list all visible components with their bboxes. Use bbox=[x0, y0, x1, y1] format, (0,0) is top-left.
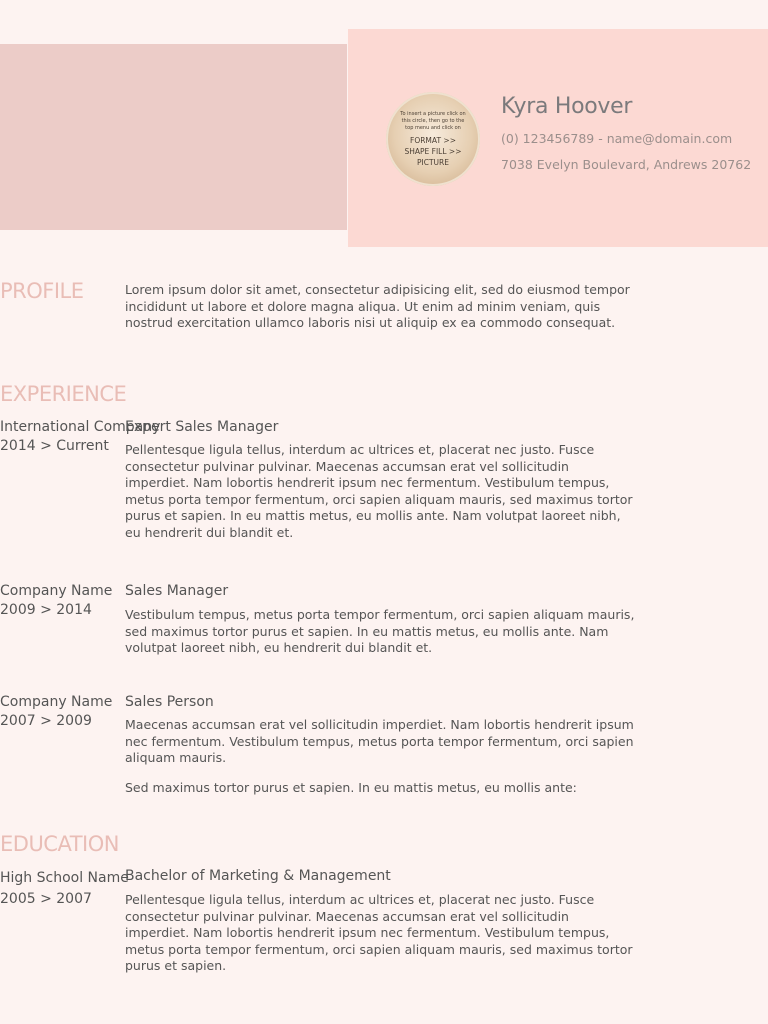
job-role: Expert Sales Manager bbox=[125, 419, 279, 435]
job-description: Vestibulum tempus, metus porta tempor fermentum, orci sapien aliquam mauris, sed maximus tortor purus et sapien. In eu mattis metus, eu mollis ante. Nam volutpat laoreet nibh, eu hendrerit dui blandit et. bbox=[125, 607, 635, 655]
photo-format-line-2: SHAPE FILL >> bbox=[404, 146, 462, 156]
address-line: 7038 Evelyn Boulevard, Andrews 20762 bbox=[501, 157, 752, 172]
job-dates: 2014 > Current bbox=[0, 438, 109, 454]
contact-line: (0) 123456789 - name@domain.com bbox=[501, 131, 733, 146]
job-dates: 2009 > 2014 bbox=[0, 602, 92, 618]
photo-format-line-1: FORMAT >> bbox=[410, 135, 456, 145]
job-company: Company Name bbox=[0, 694, 113, 710]
profile-text: Lorem ipsum dolor sit amet, consectetur adipisicing elit, sed do eiusmod tempor incididunt ut labore et dolore magna aliqua. Ut enim ad minim veniam, quis nostrud exercitation ullamco laboris nisi ut aliquip ex ea commodo consequat. bbox=[125, 282, 630, 330]
job-description: Maecenas accumsan erat vel sollicitudin imperdiet. Nam lobortis hendrerit ipsum nec fermentum. Vestibulum tempus, metus porta tempor fermentum, orci sapien aliquam mauris. bbox=[125, 717, 634, 765]
education-heading: EDUCATION bbox=[0, 832, 119, 856]
education-degree: Bachelor of Marketing & Management bbox=[125, 868, 391, 884]
photo-hint-text: To insert a picture click on this circle, then go to the top menu and click on bbox=[400, 110, 466, 131]
education-dates: 2005 > 2007 bbox=[0, 891, 92, 907]
job-description-extra: Sed maximus tortor purus et sapien. In eu mattis metus, eu mollis ante: bbox=[125, 780, 577, 795]
job-description: Pellentesque ligula tellus, interdum ac ultrices et, placerat nec justo. Fusce consectetur pulvinar pulvinar. Maecenas accumsan erat vel sollicitudin imperdiet. Nam lobortis hendrerit ipsum nec fermentum. Vestibulum tempus, metus porta tempor fermentum, orci sapien aliquam mauris, sed maximus tortor purus et sapien. In eu mattis metus, eu mollis ante. Nam volutpat laoreet nibh, eu hendrerit dui blandit et. bbox=[125, 442, 633, 540]
profile-heading: PROFILE bbox=[0, 279, 84, 303]
photo-format-line-3: PICTURE bbox=[417, 157, 449, 167]
profile-photo-placeholder[interactable] bbox=[386, 92, 480, 186]
job-dates: 2007 > 2009 bbox=[0, 713, 92, 729]
job-company: Company Name bbox=[0, 583, 113, 599]
experience-heading: EXPERIENCE bbox=[0, 382, 127, 406]
job-company: International Company bbox=[0, 419, 161, 435]
education-description: Pellentesque ligula tellus, interdum ac ultrices et, placerat nec justo. Fusce consectetur pulvinar pulvinar. Maecenas accumsan erat vel sollicitudin imperdiet. Nam lobortis hendrerit ipsum nec fermentum. Vestibulum tempus, metus porta tempor fermentum, orci sapien aliquam mauris, sed maximus tortor purus et sapien. bbox=[125, 892, 633, 973]
candidate-name: Kyra Hoover bbox=[501, 94, 633, 119]
education-school: High School Name bbox=[0, 870, 129, 886]
job-role: Sales Person bbox=[125, 694, 214, 710]
header-left-band bbox=[0, 44, 347, 230]
job-role: Sales Manager bbox=[125, 583, 229, 599]
